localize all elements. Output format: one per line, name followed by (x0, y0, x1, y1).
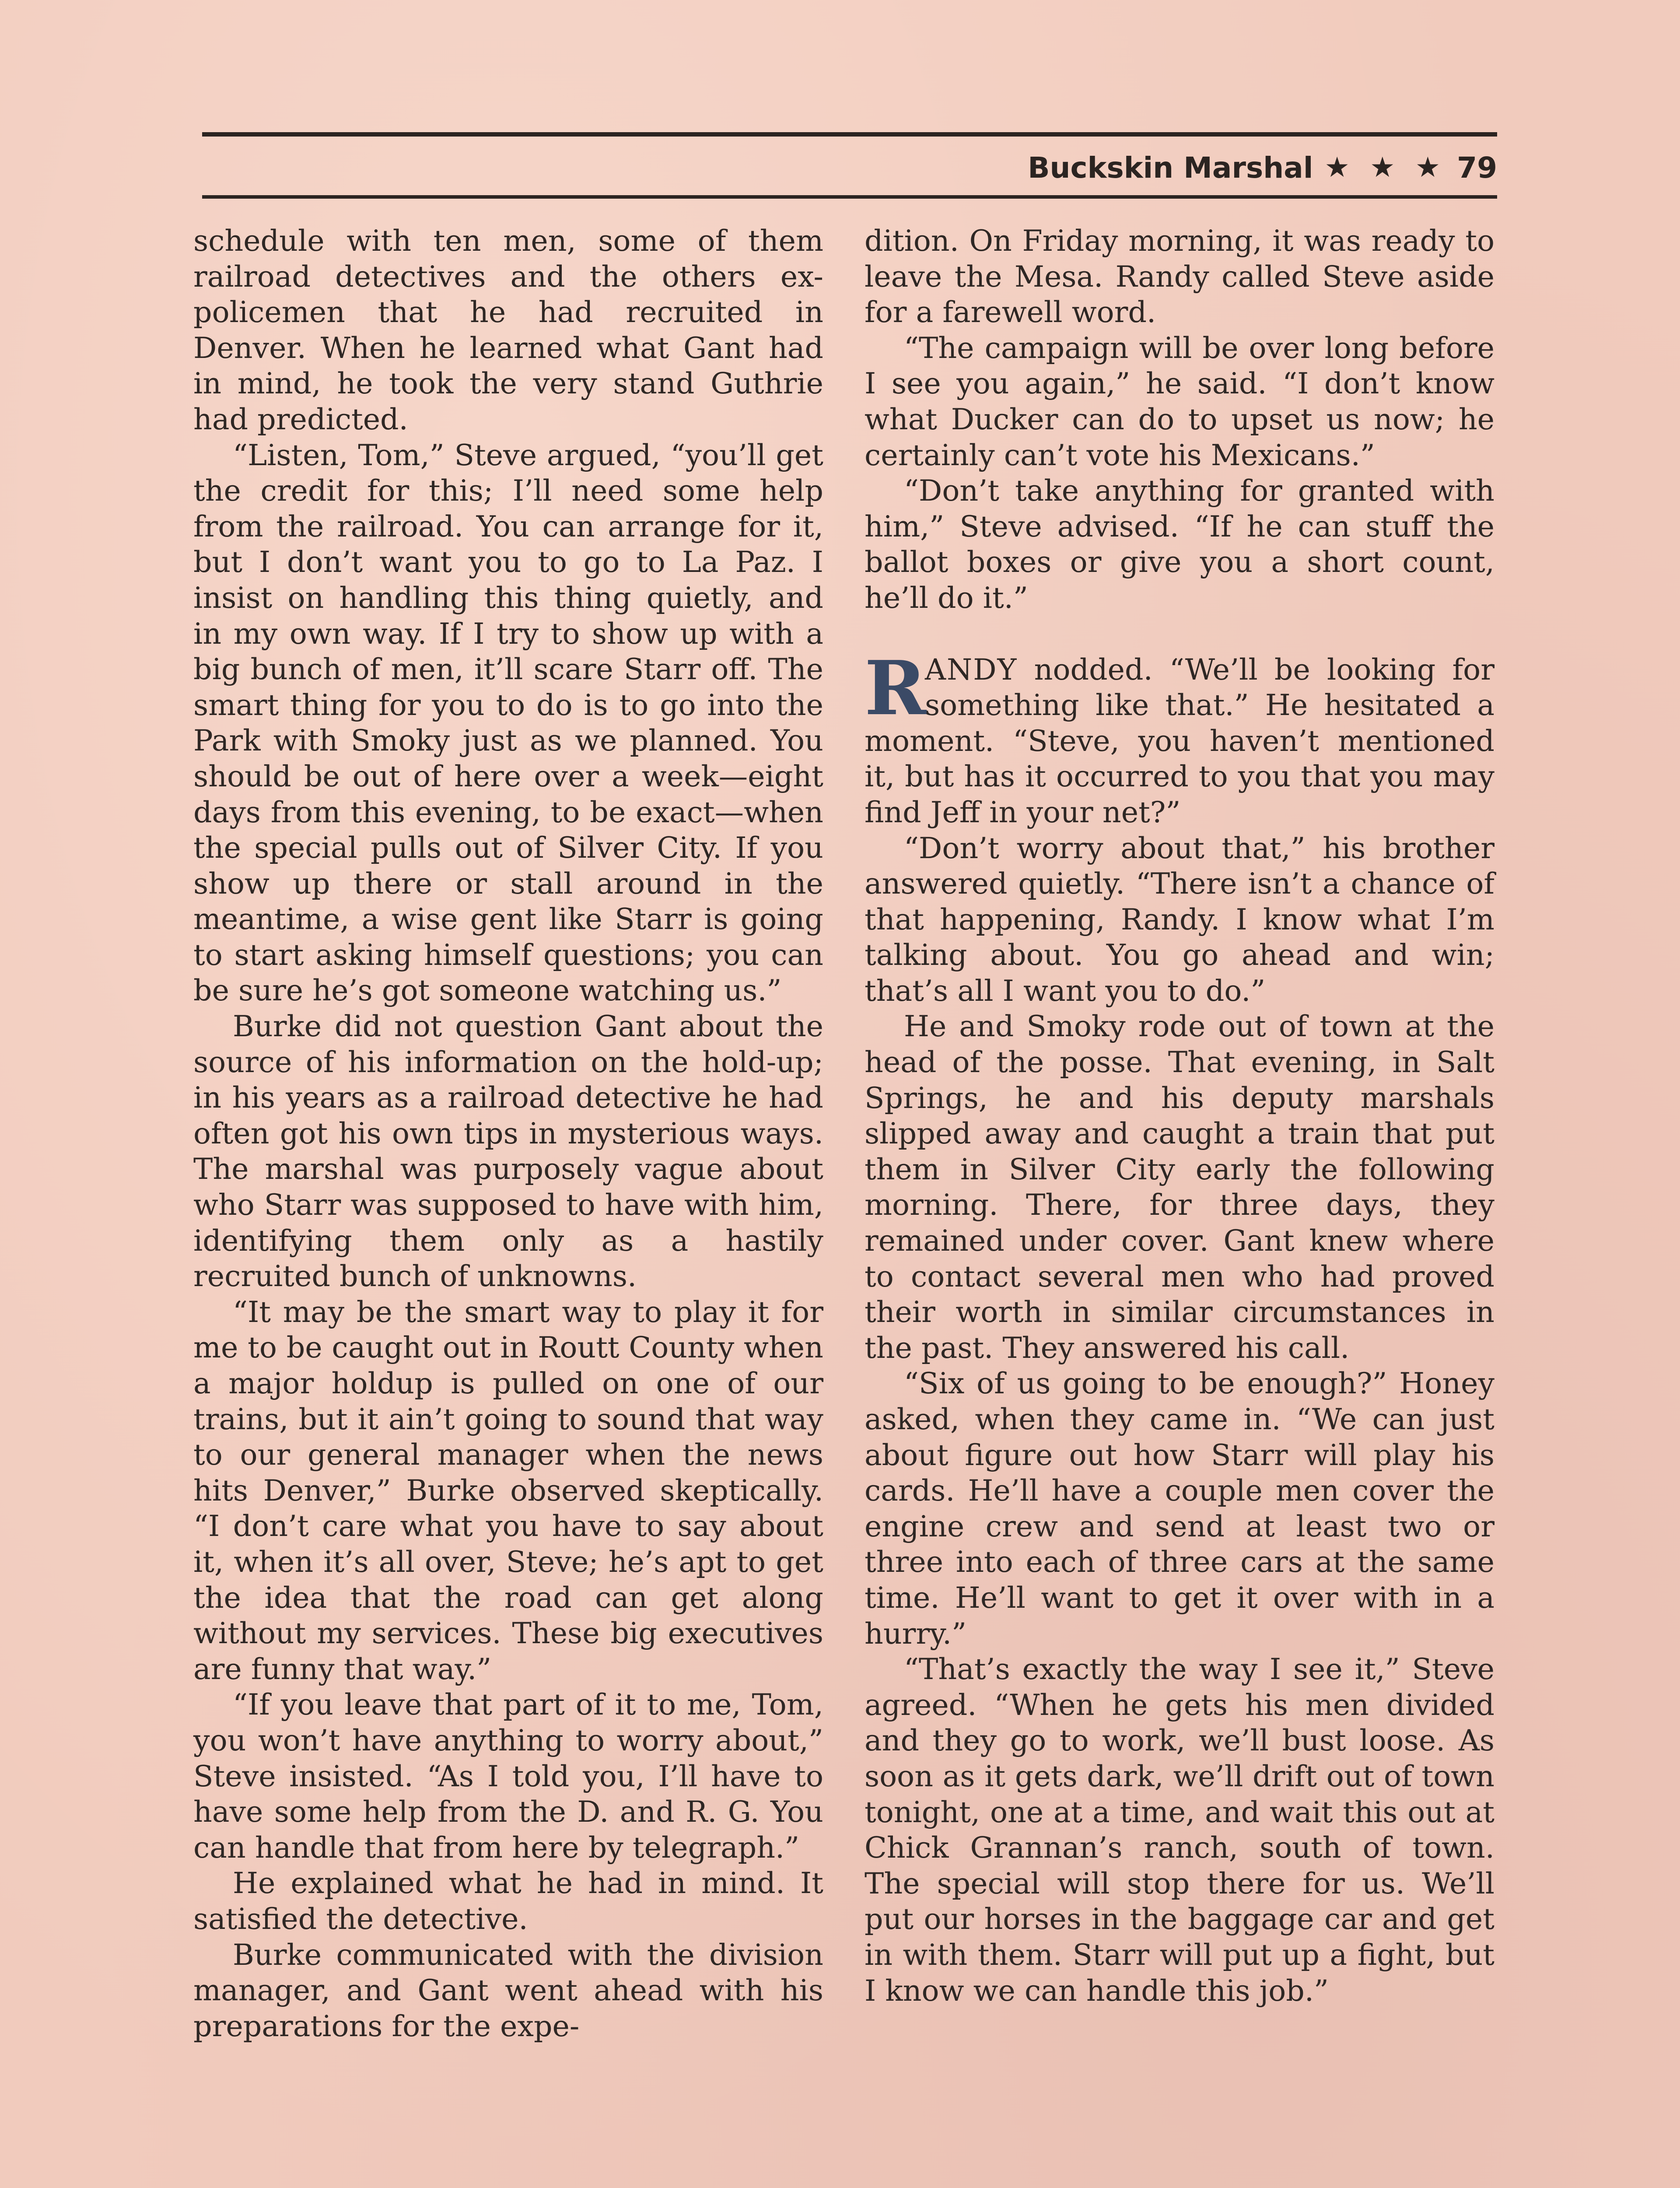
paragraph: Burke communicated with the division manager, and Gant went ahead with his preparations for the expe- (193, 1937, 823, 2043)
paragraph: “It may be the smart way to play it for me to be caught out in Routt County when a major holdup is pulled on one of our trains, but it ain’t going to sound that way to our general manager when the news hits Denver,” Burke observed skeptically. “I don’t care what you have to say about it, when it’s all over, Steve; he’s apt to get the idea that the road can get along without my services. These big executives are funny that way.” (193, 1294, 823, 1686)
paragraph: “Don’t worry about that,” his brother answered quietly. “There isn’t a chance of that happening, Randy. I know what I’m talking about. You go ahead and win; that’s all I want you to do.” (864, 831, 1494, 1008)
paragraph: “Don’t take anything for granted with him,” Steve advised. “If he can stuff the ballot boxes or give you a short count, he’ll do it.” (864, 473, 1494, 615)
paragraph: dition. On Friday morning, it was ready to leave the Mesa. Randy called Steve aside for a farewell word. (864, 224, 1494, 330)
paragraph: “If you leave that part of it to me, Tom, you won’t have anything to worry about,” Steve insisted. “As I told you, I’ll have to have some help from the D. and R. G. You can handle that from here by telegraph.” (193, 1687, 823, 1865)
paragraph: Burke did not question Gant about the source of his information on the hold-up; in his years as a railroad detective he had often got his own tips in mysterious ways. The marshal was purposely vague about who Starr was supposed to have with him, identifying them only as a hastily recruited bunch of unknowns. (193, 1009, 823, 1294)
right-text-column (864, 223, 1494, 2009)
paragraph: “The campaign will be over long before I see you again,” he said. “I don’t know what Ducker can do to upset us now; he certainly can’t vote his Mexicans.” (864, 330, 1494, 472)
paragraph: He explained what he had in mind. It satisfied the detective. (193, 1866, 823, 1936)
running-head-title: Buckskin Marshal (1028, 151, 1313, 185)
drop-cap-word-rest: ANDY (925, 652, 1018, 687)
paragraph: He and Smoky rode out of town at the head of the posse. That evening, in Salt Springs, he and his deputy marshals slipped away and caught a train that put them in Silver City early the following morning. There, for three days, they remained under cover. Gant knew where to contact several men who had proved their worth in similar circumstances in the past. They answered his call. (864, 1009, 1494, 1365)
paragraph: schedule with ten men, some of them railroad detectives and the others ex-policemen that he had recruited in Denver. When he learned what Gant had in mind, he took the very stand Guthrie had predicted. (193, 224, 823, 436)
running-head (1028, 148, 1497, 187)
section-opening-paragraph (864, 644, 1494, 831)
paragraph: “Six of us going to be enough?” Honey asked, when they came in. “We can just about figure out how Starr will play his cards. He’ll have a couple men cover the engine crew and send at least two or three into each of three cars at the same time. He’ll want to get it over with in a hurry.” (864, 1366, 1494, 1651)
drop-cap-letter: R (864, 644, 927, 732)
header-rule-bottom (202, 195, 1497, 199)
paragraph: “Listen, Tom,” Steve argued, “you’ll get the credit for this; I’ll need some help from the railroad. You can arrange for it, but I don’t want you to go to La Paz. I insist on handling this thing quietly, and in my own way. If I try to show up with a big bunch of men, it’ll scare Starr off. The smart thing for you to do is to go into the Park with Smoky just as we planned. You should be out of here over a week—eight days from this evening, to be exact—when the special pulls out of Silver City. If you show up there or stall around in the meantime, a wise gent like Starr is going to start asking himself questions; you can be sure he’s got someone watching us.” (193, 438, 823, 1008)
page-number: 79 (1457, 151, 1497, 185)
left-text-column (193, 223, 823, 2044)
drop-cap-paragraph-rest: nodded. “We’ll be looking for something like that.” He hesitated a moment. “Steve, you haven’t mentioned it, but has it occurred to you that you may find Jeff in your net?” (864, 652, 1494, 829)
star-ornament-icon: ★ ★ ★ (1324, 151, 1446, 184)
header-rule-top (202, 132, 1497, 137)
paragraph: “That’s exactly the way I see it,” Steve agreed. “When he gets his men divided and they go to work, we’ll bust loose. As soon as it gets dark, we’ll drift out of town tonight, one at a time, and wait this out at Chick Grannan’s ranch, south of town. The special will stop there for us. We’ll put our horses in the baggage car and get in with them. Starr will put up a fight, but I know we can handle this job.” (864, 1652, 1494, 2008)
